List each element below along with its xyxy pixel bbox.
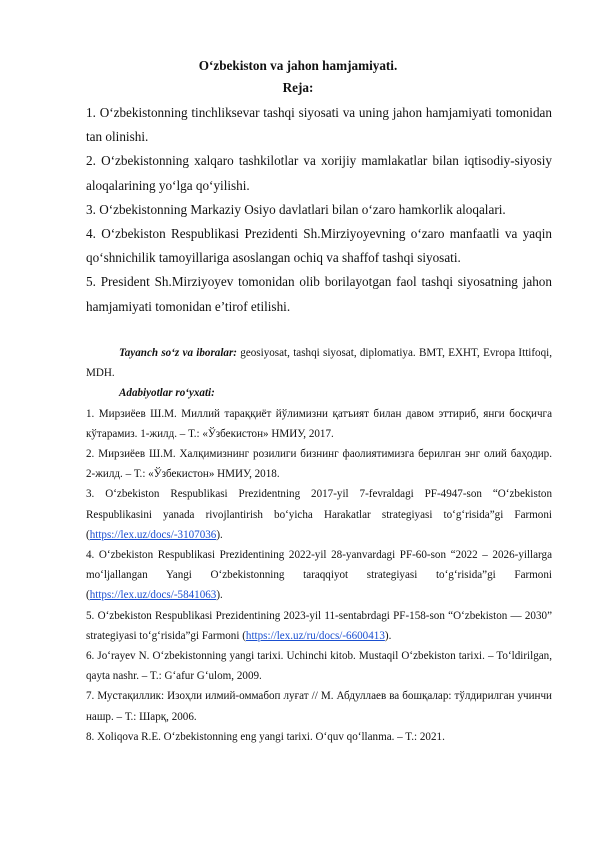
keywords-text: geosiyosat, tashqi siyosat, diplomatiya. BMT, EXHT, Evropa Ittifoqi, MDH. bbox=[86, 347, 552, 380]
reference-link[interactable]: https://lex.uz/docs/-3107036 bbox=[89, 528, 217, 541]
keywords-paragraph bbox=[86, 343, 552, 383]
plan-item: 1. O‘zbekistonning tinchliksevar tashqi siyosati va uning jahon hamjamiyati tomonidan tan olinishi. bbox=[86, 105, 552, 145]
references-heading: Adabiyotlar ro‘yxati: bbox=[119, 387, 215, 400]
reference-link[interactable]: https://lex.uz/docs/-5841063 bbox=[89, 589, 217, 602]
reference-item: 2. Мирзиёев Ш.М. Халқимизнинг розилиги бизнинг фаолиятимизга берилган энг олий баҳодир. 2-жилд. – Т.: «Ўзбекистон» НМИУ, 2018. bbox=[86, 448, 552, 481]
references-section bbox=[86, 343, 552, 747]
reference-item: 3. O‘zbekiston Respublikasi Prezidentning 2017-yil 7-fevraldagi PF-4947-son “O‘zbekiston Respublikasini yanada rivojlantirish bo‘yicha Harakatlar strategiyasi to‘g‘risida”gi Farmoni (https://lex.uz/docs/-3107036). bbox=[86, 488, 552, 541]
plan-item: 2. O‘zbekistonning xalqaro tashkilotlar va xorijiy mamlakatlar bilan iqtisodiy-siyosiy aloqalarining yo‘lga qo‘yilishi. bbox=[86, 153, 552, 193]
reference-item: 7. Мустақиллик: Изоҳли илмий-оммабоп луғат // М. Абдуллаев ва бошқалар: тўлдирилган учинчи нашр. – Т.: Шарқ, 2006. bbox=[86, 690, 552, 723]
plan-item: 3. O‘zbekistonning Markaziy Osiyo davlatlari bilan o‘zaro hamkorlik aloqalari. bbox=[86, 201, 506, 217]
document-title: O‘zbekiston va jahon hamjamiyati. bbox=[198, 58, 398, 73]
keywords-label: Tayanch so‘z va iboralar: bbox=[119, 347, 237, 359]
plan-heading: Reja: bbox=[282, 80, 314, 95]
plan-list bbox=[86, 101, 552, 319]
reference-item: 1. Мирзиёев Ш.М. Миллий тараққиёт йўлимизни қатъият билан давом эттириб, янги босқичга кўтарамиз. 1-жилд. – Т.: «Ўзбекистон» НМИУ, 2017. bbox=[86, 407, 552, 440]
reference-link[interactable]: https://lex.uz/ru/docs/-6600413 bbox=[245, 629, 385, 642]
reference-item: 8. Xoliqova R.E. O‘zbekistonning eng yangi tarixi. O‘quv qo‘llanma. – T.: 2021. bbox=[86, 730, 445, 743]
reference-item: 6. Jo‘rayev N. O‘zbekistonning yangi tarixi. Uchinchi kitob. Mustaqil O‘zbekiston tarixi. – To‘ldirilgan, qayta nashr. – T.: G‘afur G‘ulom, 2009. bbox=[86, 650, 552, 683]
plan-item: 5. President Sh.Mirziyoyev tomonidan olib borilayotgan faol tashqi siyosatning jahon hamjamiyati tomonidan e’tirof etilishi. bbox=[86, 274, 552, 314]
reference-item: 5. O‘zbekiston Respublikasi Prezidentining 2023-yil 11-sentabrdagi PF-158-son “O‘zbekiston — 2030” strategiyasi to‘g‘risida”gi Farmoni (https://lex.uz/ru/docs/-6600413). bbox=[86, 609, 552, 642]
plan-item: 4. O‘zbekiston Respublikasi Prezidenti Sh.Mirziyoyevning o‘zaro manfaatli va yaqin qo‘shnichilik tamoyillariga asoslangan ochiq va shaffof tashqi siyosati. bbox=[86, 226, 552, 266]
reference-item: 4. O‘zbekiston Respublikasi Prezidentining 2022-yil 28-yanvardagi PF-60-son “2022 – 2026-yillarga mo‘ljallangan Yangi O‘zbekistonning taraqqiyot strategiyasi to‘g‘risida”gi Farmoni (https://lex.uz/docs/-5841063). bbox=[86, 549, 552, 602]
